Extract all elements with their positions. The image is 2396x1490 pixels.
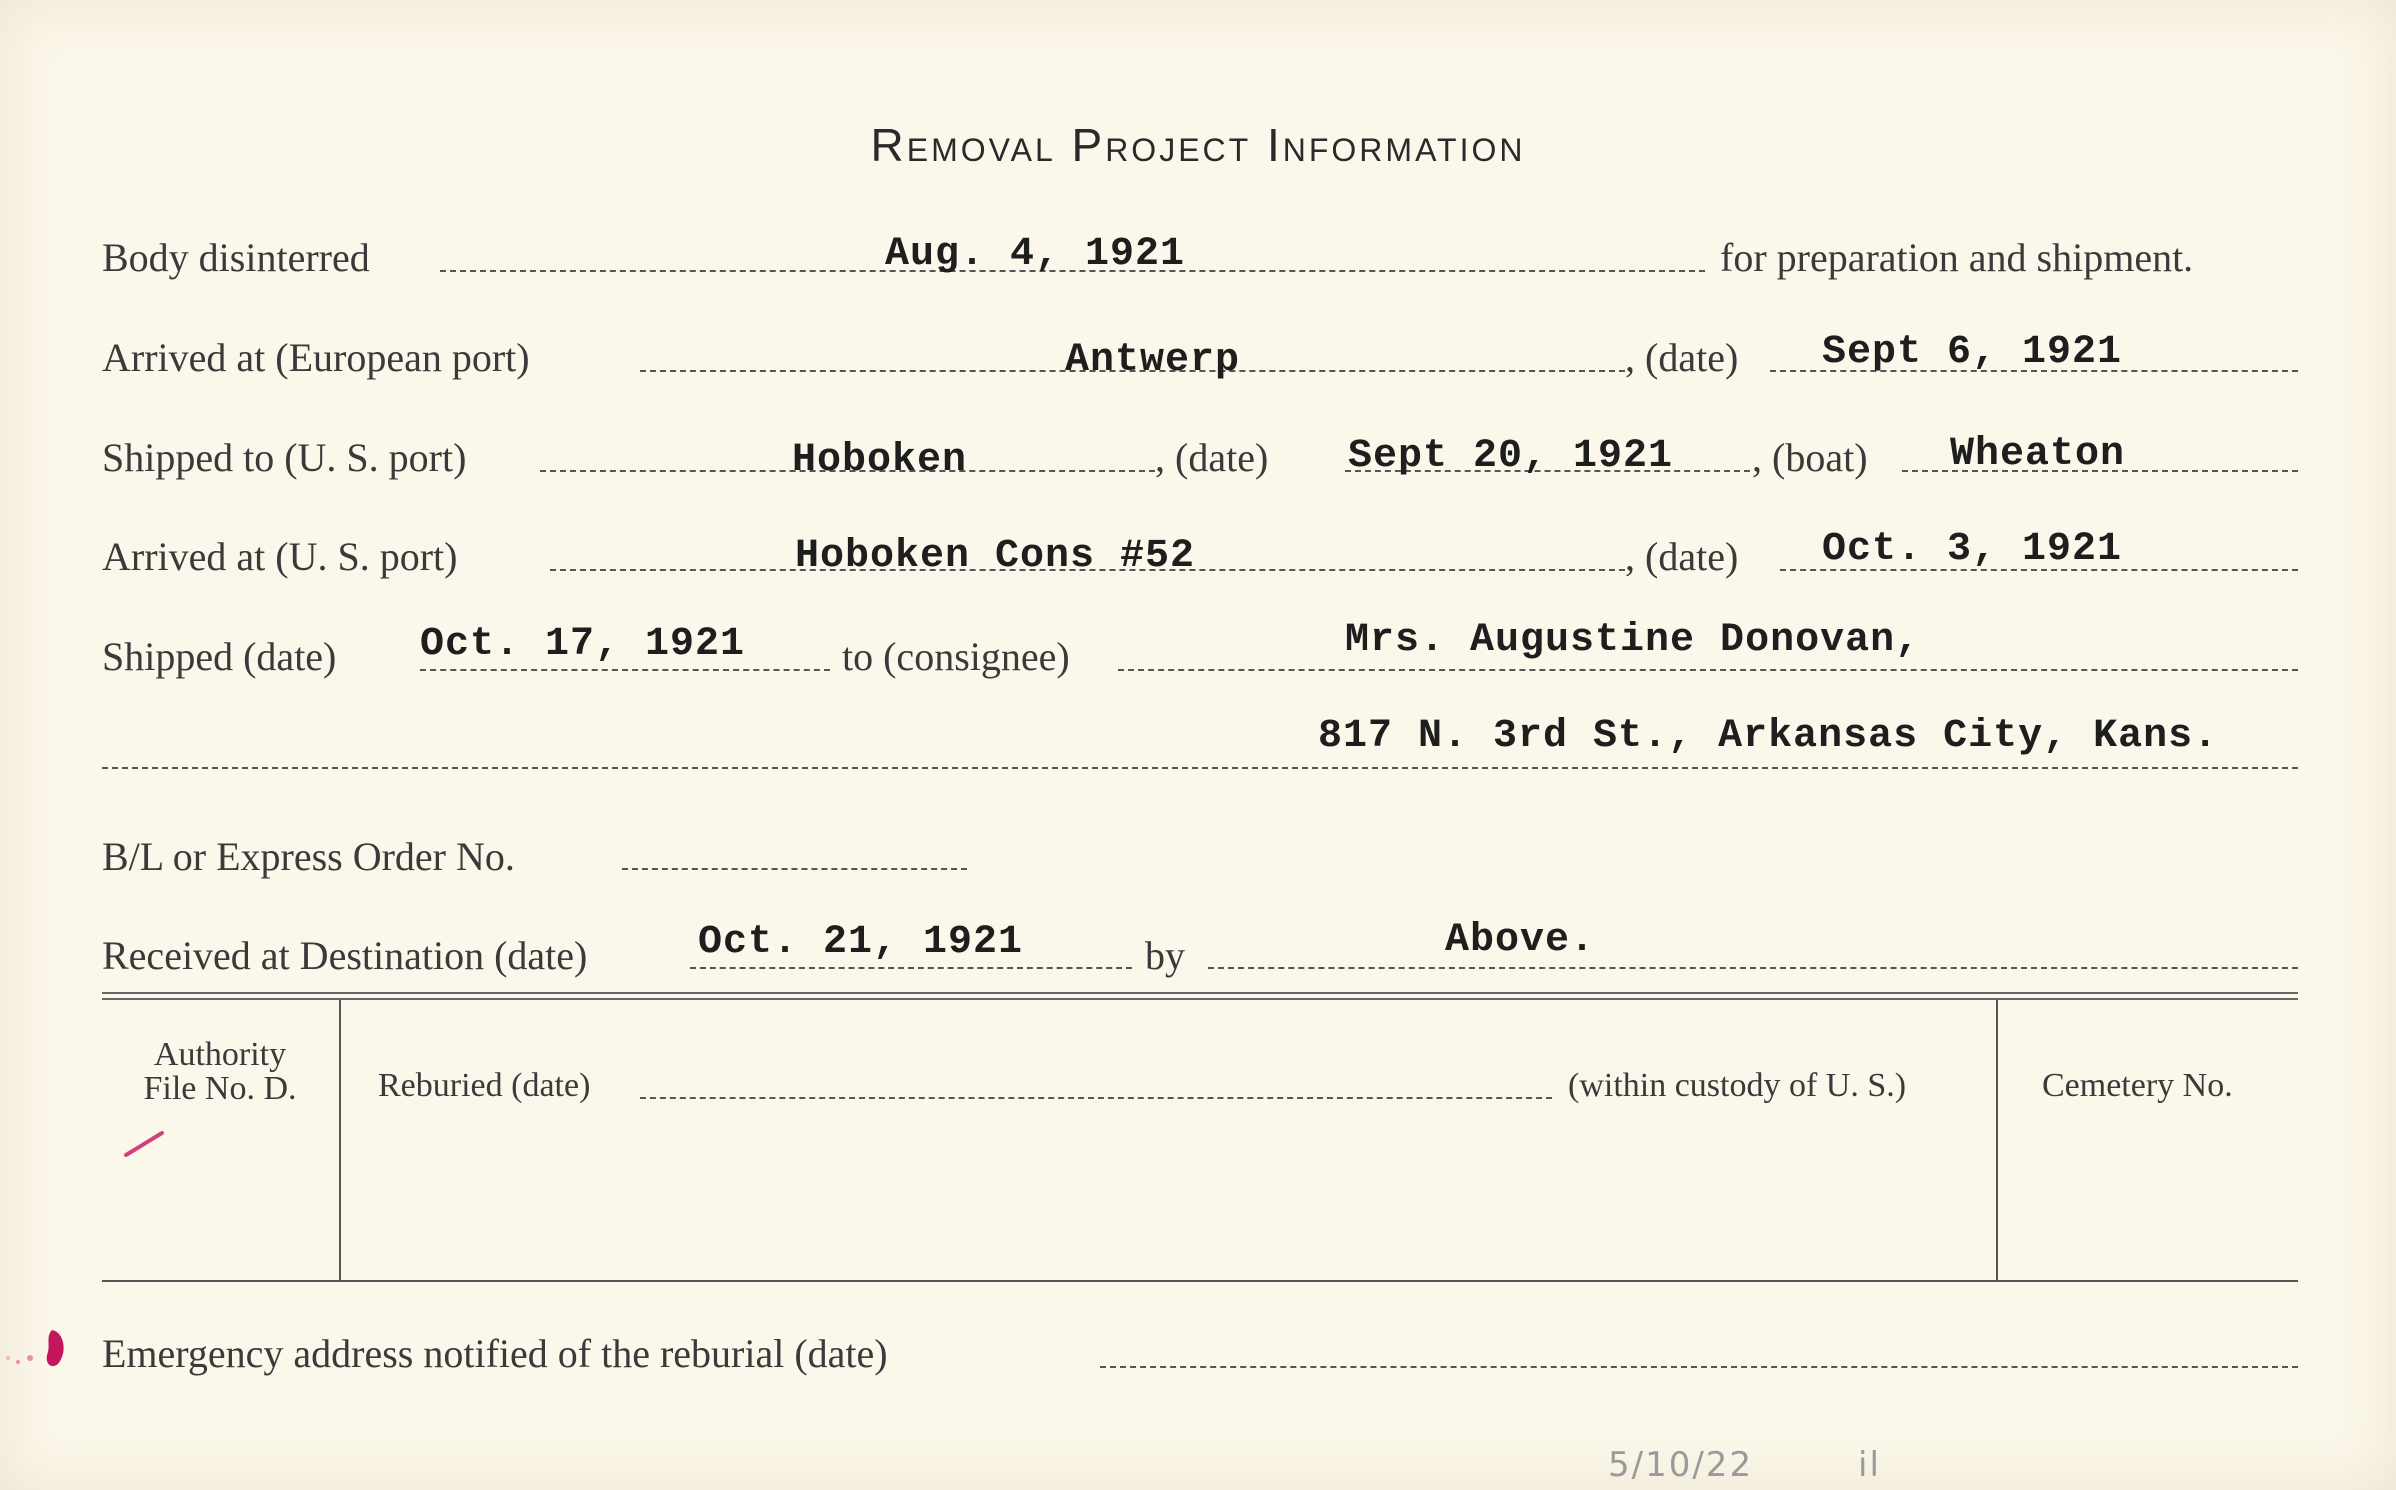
shipped-date-value: Oct. 17, 1921 xyxy=(420,622,746,667)
european-port-value: Antwerp xyxy=(1065,338,1241,383)
card-title: Removal Project Information xyxy=(870,119,1526,171)
bl-express-order-label: B/L or Express Order No. xyxy=(102,834,515,879)
box-bottom-rule xyxy=(102,1280,2298,1282)
bl-express-order-line xyxy=(622,868,967,870)
box-divider-right xyxy=(1996,1000,1998,1280)
received-destination-label: Received at Destination (date) xyxy=(102,933,588,978)
boat-label: , (boat) xyxy=(1752,435,1868,480)
body-disinterred-label: Body disinterred xyxy=(102,235,370,280)
us-port-shipped-date-label: , (date) xyxy=(1155,435,1269,480)
authority-label-line1: Authority xyxy=(153,1036,287,1073)
boat-value: Wheaton xyxy=(1950,432,2126,477)
reburied-date-label: Reburied (date) xyxy=(378,1067,591,1104)
emergency-address-label: Emergency address notified of the reburial (date) xyxy=(102,1331,888,1376)
body-disinterred-value: Aug. 4, 1921 xyxy=(885,232,1186,277)
us-port-shipped-value: Hoboken xyxy=(792,438,968,483)
consignee-address-value: 817 N. 3rd St., Arkansas City, Kans. xyxy=(1318,714,2219,759)
shipped-date-label: Shipped (date) xyxy=(102,634,337,679)
reburied-date-line xyxy=(640,1097,1552,1099)
received-destination-value: Oct. 21, 1921 xyxy=(698,920,1024,965)
consignee-line xyxy=(1118,669,2298,671)
us-port-arrived-value: Hoboken Cons #52 xyxy=(795,534,1196,579)
consignee-address-line xyxy=(102,767,2298,769)
european-port-label: Arrived at (European port) xyxy=(102,335,530,380)
european-port-date-label: , (date) xyxy=(1625,335,1739,380)
received-destination-line xyxy=(690,967,1132,969)
emergency-address-line xyxy=(1100,1366,2298,1368)
received-by-value: Above. xyxy=(1445,918,1596,963)
us-port-shipped-date-value: Sept 20, 1921 xyxy=(1348,434,1674,479)
pencil-initials-note: il xyxy=(1858,1445,1881,1485)
custody-label: (within custody of U. S.) xyxy=(1568,1067,1907,1104)
box-top-double-rule xyxy=(102,992,2298,1000)
european-port-date-value: Sept 6, 1921 xyxy=(1822,330,2123,375)
box-divider-left xyxy=(339,1000,341,1280)
us-port-arrived-date-value: Oct. 3, 1921 xyxy=(1822,527,2123,572)
shipped-date-line xyxy=(420,669,830,671)
us-port-arrived-label: Arrived at (U. S. port) xyxy=(102,534,458,579)
preparation-shipment-label: for preparation and shipment. xyxy=(1720,235,2194,280)
us-port-shipped-label: Shipped to (U. S. port) xyxy=(102,435,467,480)
authority-label-line2: File No. D. xyxy=(143,1070,297,1107)
red-ink-blot xyxy=(0,1318,80,1378)
received-by-line xyxy=(1208,967,2298,969)
pencil-date-note: 5/10/22 xyxy=(1608,1445,1754,1485)
cemetery-number-label: Cemetery No. xyxy=(2042,1067,2233,1104)
consignee-label: to (consignee) xyxy=(842,634,1070,679)
us-port-arrived-date-label: , (date) xyxy=(1625,534,1739,579)
consignee-name-value: Mrs. Augustine Donovan, xyxy=(1345,618,1921,663)
red-tick-mark xyxy=(122,1125,168,1159)
received-by-label: by xyxy=(1145,933,1185,978)
